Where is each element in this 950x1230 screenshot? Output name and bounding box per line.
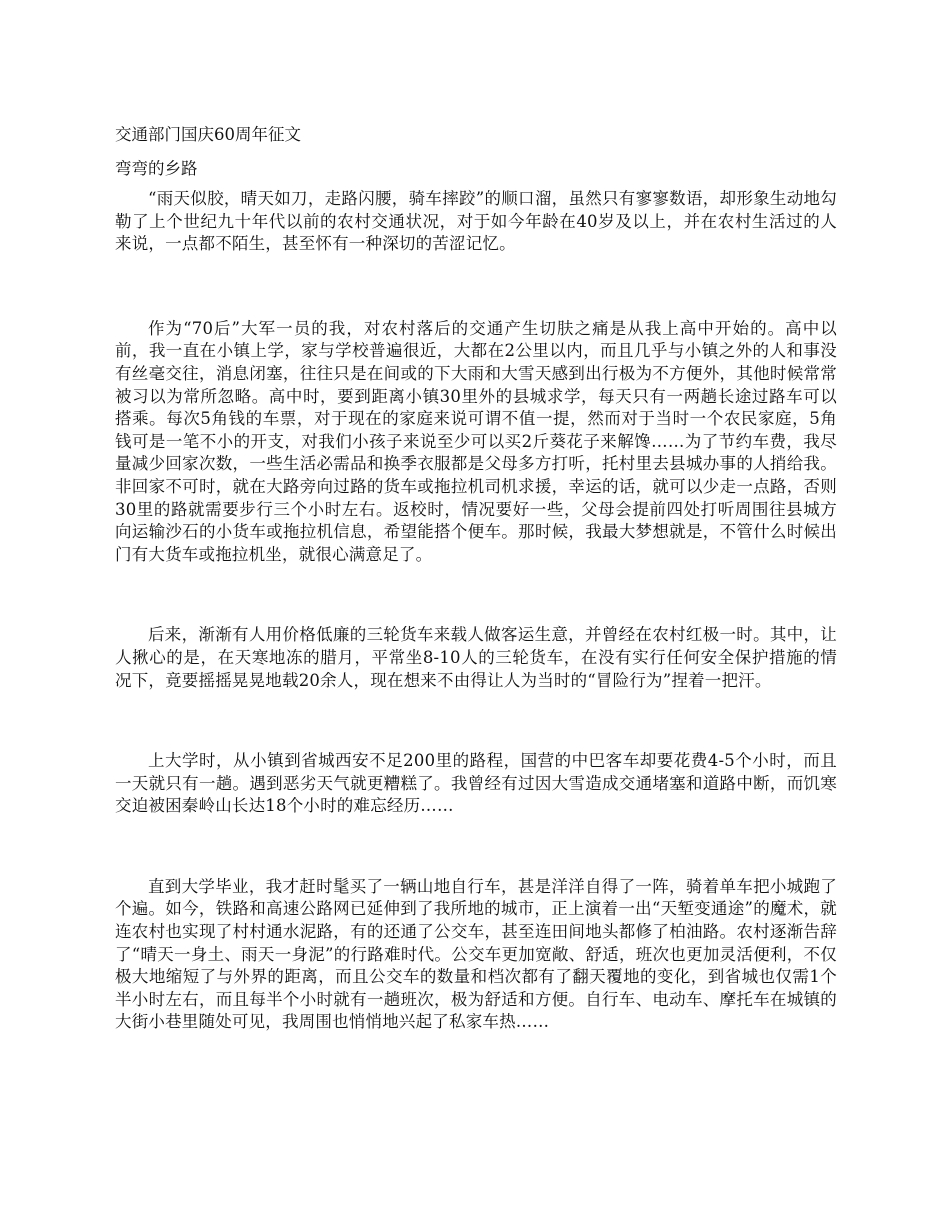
- paragraph-2: 作为“70后”大军一员的我，对农村落后的交通产生切肤之痛是从我上高中开始的。高中以前，我一直在小镇上学，家与学校普遍很近，大都在2公里以内，而且几乎与小镇之外的人和事没有丝毫交往，消息闭塞，往往只是在间或的下大雨和大雪天感到出行极为不方便外，其他时候常常被习以为常所忽略。高中时，要到距离小镇30里外的县城求学，每天只有一两趟长途过路车可以搭乘。每次5角钱的车票，对于现在的家庭来说可谓不值一提，然而对于当时一个农民家庭，5角钱可是一笔不小的开支，对我们小孩子来说至少可以买2斤葵花子来解馋……为了节约车费，我尽量减少回家次数，一些生活必需品和换季衣服都是父母多方打听，托村里去县城办事的人捎给我。非回家不可时，就在大路旁向过路的货车或拖拉机司机求援，幸运的话，就可以少走一点路，否则30里的路就需要步行三个小时左右。返校时，情况要好一些，父母会提前四处打听周围往县城方向运输沙石的小货车或拖拉机信息，希望能搭个便车。那时候，我最大梦想就是，不管什么时候出门有大货车或拖拉机坐，就很心满意足了。: [115, 318, 837, 564]
- paragraph-4: 上大学时，从小镇到省城西安不足200里的路程，国营的中巴客车却要花费4-5个小时，而且一天就只有一趟。遇到恶劣天气就更糟糕了。我曾经有过因大雪造成交通堵塞和道路中断，而饥寒交迫被困秦岭山长达18个小时的难忘经历……: [115, 751, 837, 816]
- paragraph-3: 后来，渐渐有人用价格低廉的三轮货车来载人做客运生意，并曾经在农村红极一时。其中，让人揪心的是，在天寒地冻的腊月，平常坐8-10人的三轮货车，在没有实行任何安全保护措施的情况下，竟要摇摇晃晃地载20余人，现在想来不由得让人为当时的“冒险行为”捏着一把汗。: [115, 625, 837, 690]
- document-subtitle: 弯弯的乡路: [115, 159, 198, 178]
- document-title: 交通部门国庆60周年征文: [115, 125, 301, 144]
- paragraph-5: 直到大学毕业，我才赶时髦买了一辆山地自行车，甚是洋洋自得了一阵，骑着单车把小城跑了个遍。如今，铁路和高速公路网已延伸到了我所地的城市，正上演着一出“天堑变通途”的魔术，就连农村也实现了村村通水泥路，有的还通了公交车，甚至连田间地头都修了柏油路。农村逐渐告辞了“晴天一身土、雨天一身泥”的行路难时代。公交车更加宽敞、舒适，班次也更加灵活便利，不仅极大地缩短了与外界的距离，而且公交车的数量和档次都有了翻天覆地的变化，到省城也仅需1个半小时左右，而且每半个小时就有一趟班次，极为舒适和方便。自行车、电动车、摩托车在城镇的大街小巷里随处可见，我周围也悄悄地兴起了私家车热……: [115, 876, 837, 1032]
- paragraph-1: “雨天似胶，晴天如刀，走路闪腰，骑车摔跤”的顺口溜，虽然只有寥寥数语，却形象生动地勾勒了上个世纪九十年代以前的农村交通状况，对于如今年龄在40岁及以上，并在农村生活过的人来说，一点都不陌生，甚至怀有一种深切的苦涩记忆。: [115, 189, 837, 254]
- heading-block: [115, 122, 837, 182]
- document-page: [115, 122, 837, 1034]
